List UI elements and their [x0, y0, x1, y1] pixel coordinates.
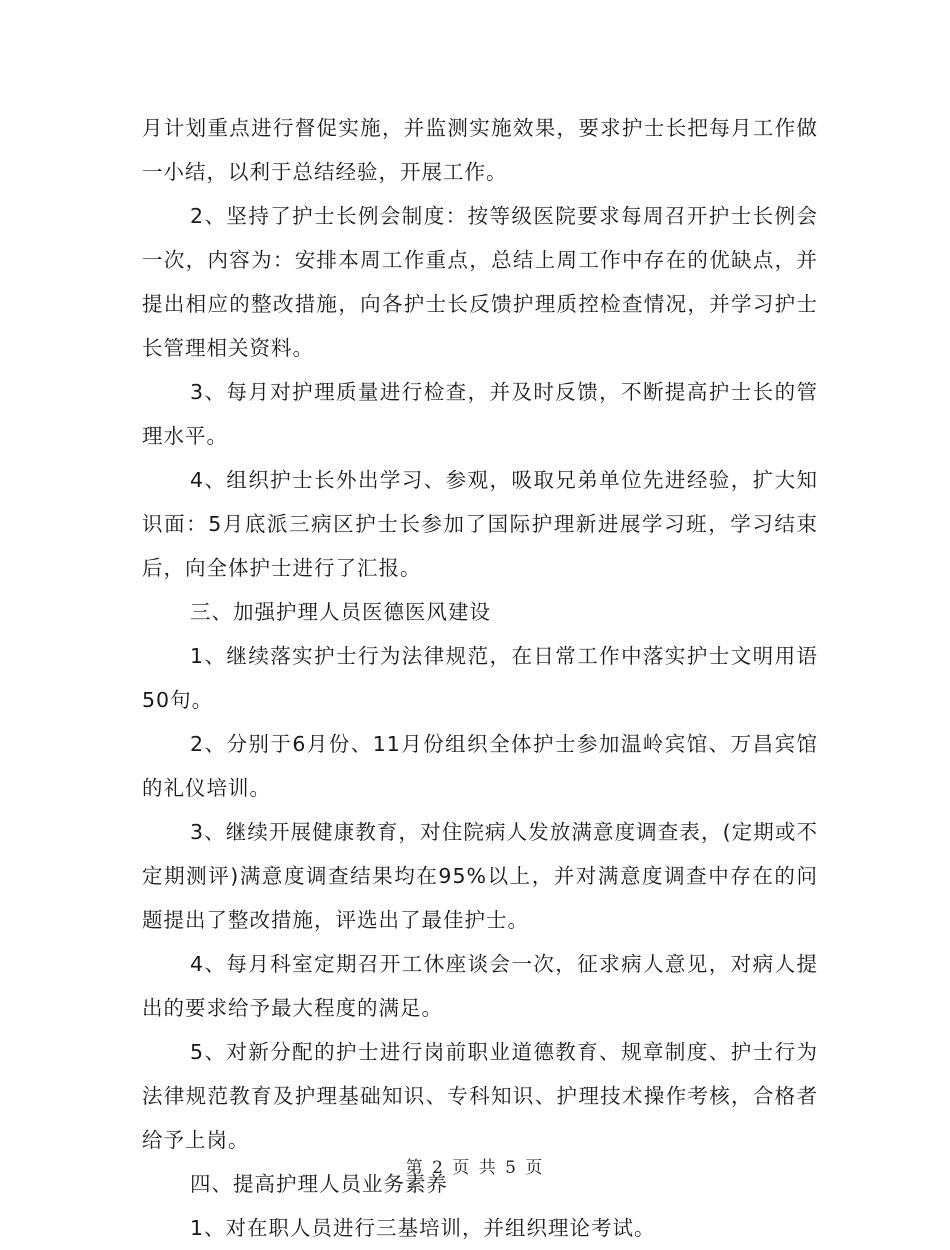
- page-number-footer: 第 2 页 共 5 页: [405, 1158, 545, 1178]
- paragraph-section3-item-5: 5、对新分配的护士进行岗前职业道德教育、规章制度、护士行为法律规范教育及护理基础知识、专科知识、护理技术操作考核，合格者给予上岗。: [142, 1040, 818, 1152]
- paragraph-section3-item-4: 4、每月科室定期召开工休座谈会一次，征求病人意见，对病人提出的要求给予最大程度的满足。: [142, 952, 818, 1020]
- paragraph-section4-item-1: 1、对在职人员进行三基培训，并组织理论考试。: [190, 1216, 656, 1240]
- paragraph-section3-item-1: 1、继续落实护士行为法律规范，在日常工作中落实护士文明用语50句。: [142, 644, 818, 712]
- section-heading-3: 三、加强护理人员医德医风建设: [190, 600, 491, 624]
- paragraph-item-3-quality-check: 3、每月对护理质量进行检查，并及时反馈，不断提高护士长的管理水平。: [142, 380, 818, 448]
- paragraph-section3-item-3: 3、继续开展健康教育，对住院病人发放满意度调查表，(定期或不定期测评)满意度调查结果均在95%以上，并对满意度调查中存在的问题提出了整改措施，评选出了最佳护士。: [142, 820, 818, 932]
- section-heading-4: 四、提高护理人员业务素养: [190, 1172, 448, 1196]
- paragraph-item-4-study-visit: 4、组织护士长外出学习、参观，吸取兄弟单位先进经验，扩大知识面：5月底派三病区护士长参加了国际护理新进展学习班，学习结束后，向全体护士进行了汇报。: [142, 468, 818, 580]
- paragraph-section3-item-2: 2、分别于6月份、11月份组织全体护士参加温岭宾馆、万昌宾馆的礼仪培训。: [142, 732, 818, 800]
- paragraph-item-2-head-nurse-meeting: 2、坚持了护士长例会制度：按等级医院要求每周召开护士长例会一次，内容为：安排本周工作重点，总结上周工作中存在的优缺点，并提出相应的整改措施，向各护士长反馈护理质控检查情况，并学习护士长管理相关资料。: [142, 204, 818, 360]
- paragraph-continuation: 月计划重点进行督促实施，并监测实施效果，要求护士长把每月工作做一小结，以利于总结经验，开展工作。: [142, 116, 818, 184]
- document-body: [142, 106, 818, 1250]
